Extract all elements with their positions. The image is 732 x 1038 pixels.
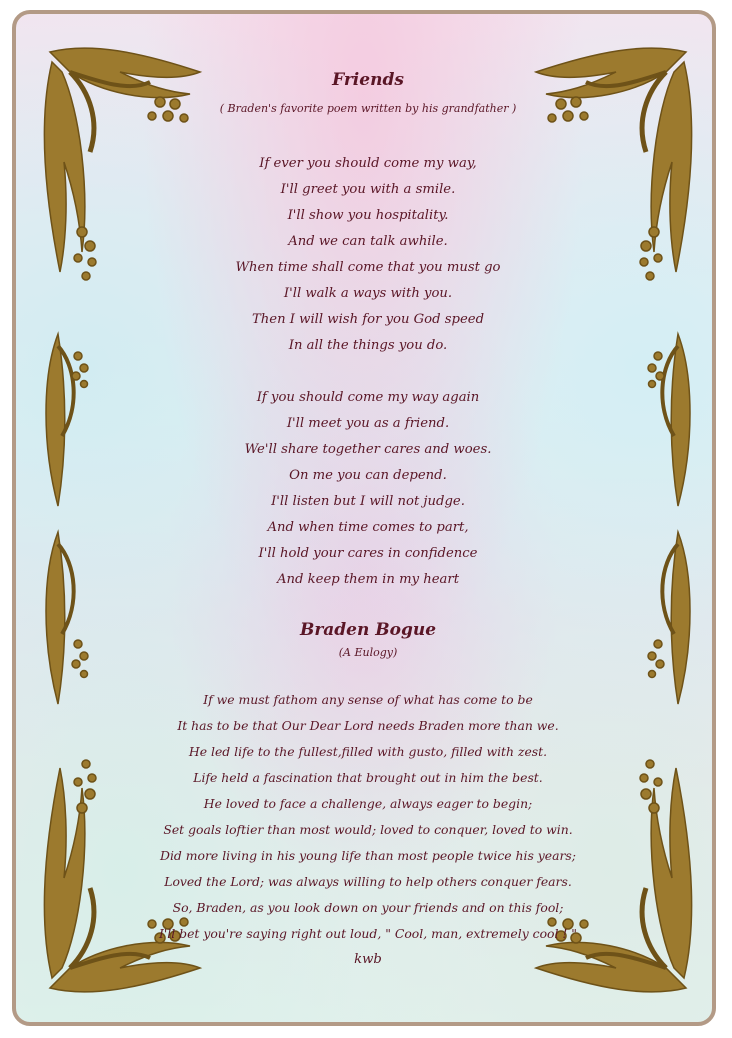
stanza1-line: Then I will wish for you God speed — [251, 312, 485, 327]
eulogy-line: Set goals loftier than most would; loved to conquer, loved to win. — [163, 822, 573, 837]
eulogy-line: I'll bet you're saying right out loud, " Cool, man, extremely cool ! " — [158, 926, 578, 941]
poem-title-friends: Friends — [332, 70, 404, 90]
side-ornament-left-upper-icon — [32, 326, 92, 516]
side-ornament-left-lower-icon — [32, 524, 92, 714]
stanza1-line: And we can talk awhile. — [288, 234, 448, 249]
author-signature: kwb — [354, 952, 382, 967]
stanza2-line: I'll hold your cares in confidence — [258, 546, 478, 561]
stanza1-line: I'll show you hospitality. — [287, 208, 449, 223]
stanza2-line: We'll share together cares and woes. — [244, 442, 492, 457]
poem-subtitle-eulogy: (A Eulogy) — [338, 646, 398, 659]
eulogy-line: Loved the Lord; was always willing to help others conquer fears. — [164, 874, 572, 889]
poem-card — [12, 10, 716, 1026]
eulogy-line: He loved to face a challenge, always eager to begin; — [203, 796, 533, 811]
stanza1-line: I'll greet you with a smile. — [280, 182, 456, 197]
stanza2-line: If you should come my way again — [256, 390, 480, 405]
stanza1-line: In all the things you do. — [288, 338, 448, 353]
stanza1-line: If ever you should come my way, — [259, 156, 477, 171]
stanza2-line: I'll listen but I will not judge. — [271, 494, 465, 509]
stanza2-line: I'll meet you as a friend. — [286, 416, 450, 431]
stanza1-line: I'll walk a ways with you. — [283, 286, 453, 301]
poem-subtitle-friends: ( Braden's favorite poem written by his grandfather ) — [219, 102, 517, 115]
eulogy-line: So, Braden, as you look down on your friends and on this fool; — [172, 900, 564, 915]
eulogy-line: If we must fathom any sense of what has come to be — [203, 692, 533, 707]
stanza2-line: And keep them in my heart — [277, 572, 459, 587]
stanza1-line: When time shall come that you must go — [235, 260, 501, 275]
eulogy-line: Did more living in his young life than most people twice his years; — [160, 848, 576, 863]
poem-title-braden-bogue: Braden Bogue — [299, 620, 437, 640]
side-ornament-right-upper-icon — [644, 326, 704, 516]
eulogy-line: It has to be that Our Dear Lord needs Braden more than we. — [177, 718, 559, 733]
eulogy-line: Life held a fascination that brought out in him the best. — [193, 770, 543, 785]
eulogy-line: He led life to the fullest,filled with gusto, filled with zest. — [188, 744, 548, 759]
stanza2-line: And when time comes to part, — [267, 520, 469, 535]
side-ornament-right-lower-icon — [644, 524, 704, 714]
stanza2-line: On me you can depend. — [289, 468, 447, 483]
